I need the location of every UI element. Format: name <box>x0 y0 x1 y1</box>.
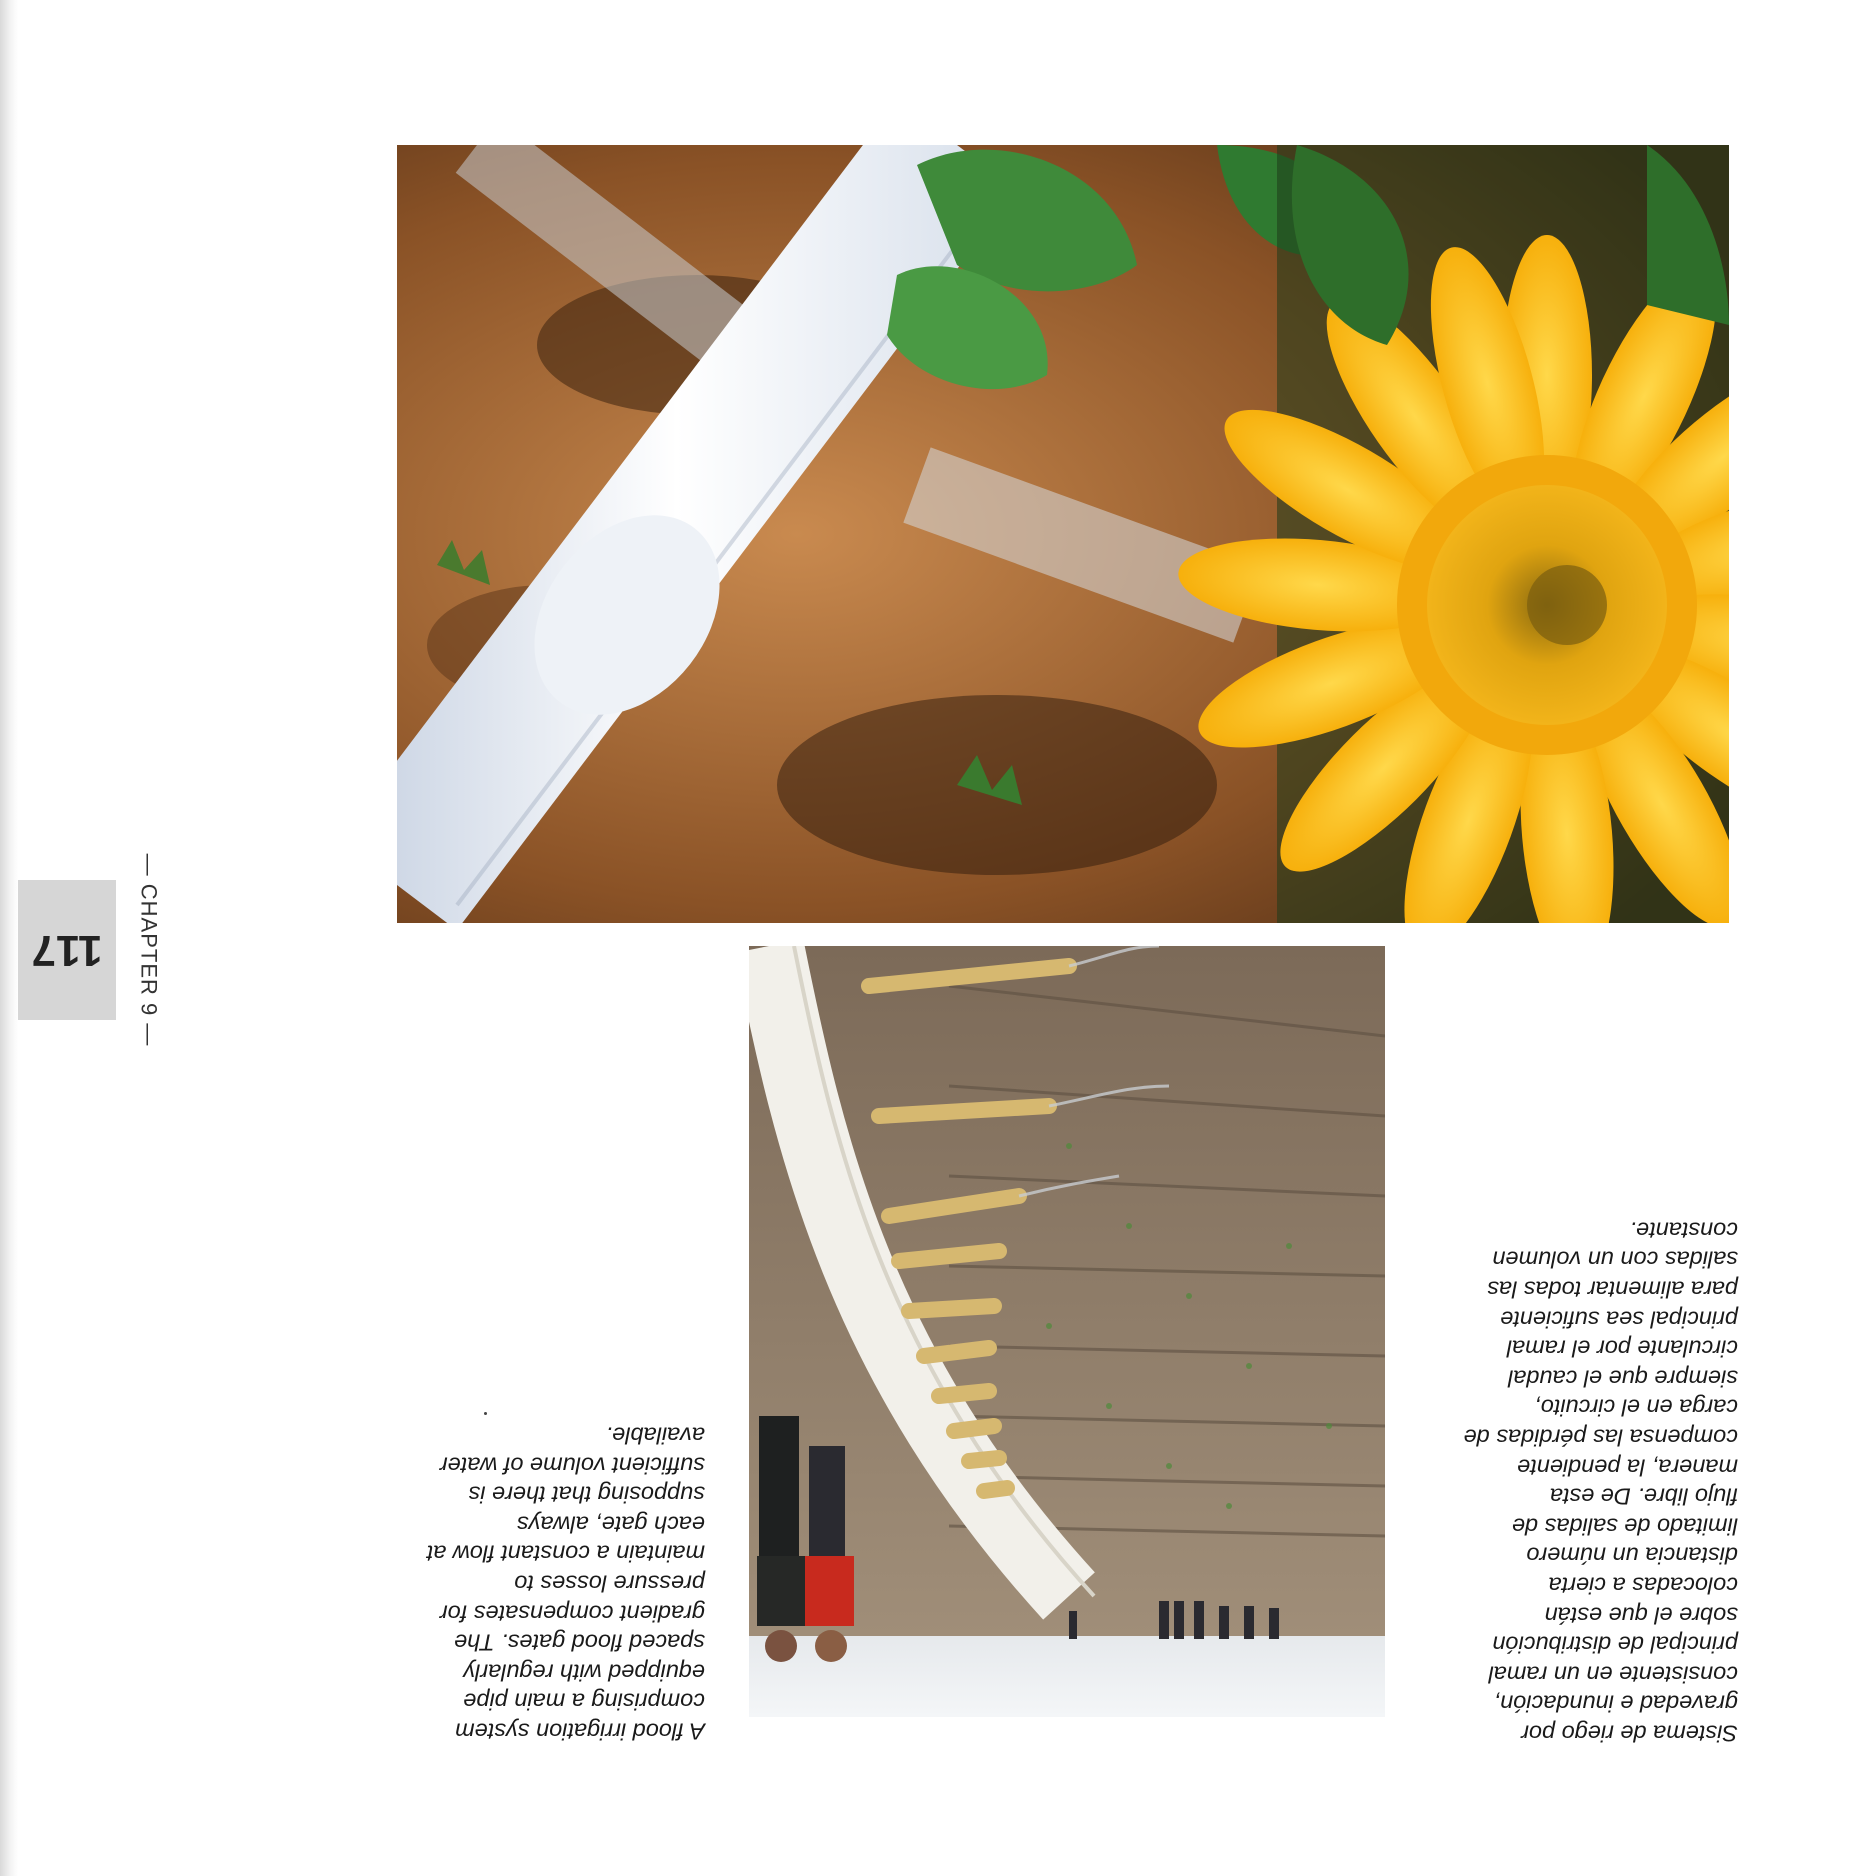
page-number-box <box>18 880 116 1020</box>
scan-speck <box>484 1412 487 1415</box>
chapter-label-container <box>118 720 178 1180</box>
flood-gates-field-photo <box>749 946 1385 1717</box>
sunflower-irrigation-pipe-photo <box>397 145 1729 923</box>
chapter-strip <box>18 853 168 1047</box>
page-edge-shadow <box>0 0 18 1876</box>
sunflower-photo-illustration <box>397 145 1729 923</box>
page-number: 117 <box>31 926 103 975</box>
chapter-label: — CHAPTER 9 — <box>136 853 162 1047</box>
caption-english: A flood irrigation system comprising a main pipe equipped with regularly spaced flood gates. The gradient compensates for pressure losses to maintain a constant flow at each gate, always supposing that there is sufficient volume of water available. <box>426 1422 705 1745</box>
field-photo-illustration <box>749 946 1385 1717</box>
caption-spanish: Sistema de riego por gravedad e inundación, consistente en un ramal principal de distribución sobre el que están colocadas a cierta distancia un número limitado de salidas de flujo libre. De esta manera, la pendiente compensa las pérdidas de carga en el circuito, siempre que el caudal circulante por el ramal principal sea suficiente para alimentar todas las salidas con un volumen constante. <box>1463 1217 1738 1747</box>
